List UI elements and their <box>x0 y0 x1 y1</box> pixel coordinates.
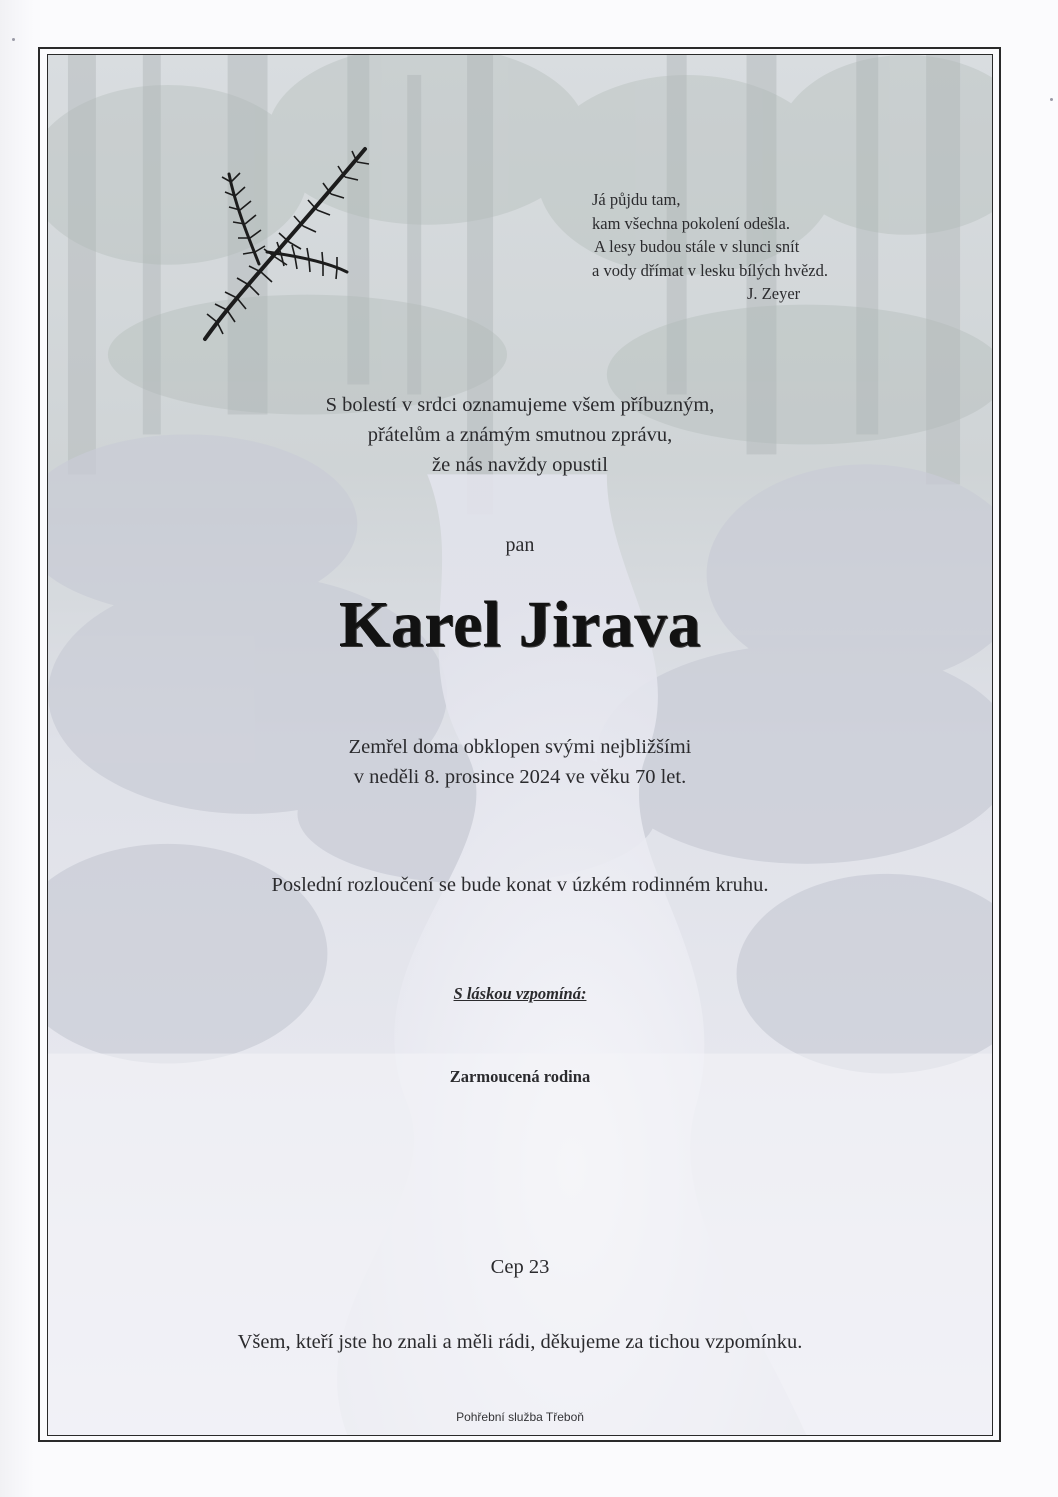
honorific: pan <box>505 534 535 556</box>
scan-speck <box>12 38 15 41</box>
remembers-label: S láskou vzpomíná: <box>453 984 587 1003</box>
poem-line: Já půjdu tam, <box>592 190 681 209</box>
poem-line: a vody dřímat v lesku bílých hvězd. <box>592 260 828 280</box>
intro-line: přátelům a známým smutnou zprávu, <box>367 424 673 446</box>
funeral-service-footer: Pohřební služba Třeboň <box>456 1410 584 1424</box>
poem-author: J. Zeyer <box>747 284 801 303</box>
scan-edge <box>0 0 34 1497</box>
intro-line: S bolestí v srdci oznamujeme všem příbuzným, <box>325 394 715 416</box>
pine-branch-icon <box>197 144 377 344</box>
deceased-name: Karel Jirava <box>338 588 702 661</box>
thanks-note: Všem, kteří jste ho znali a měli rádi, děkujeme za tichou vzpomínku. <box>237 1331 803 1353</box>
family-signature: Zarmoucená rodina <box>449 1067 591 1086</box>
poem-line: A lesy budou stále v slunci snít <box>594 237 800 256</box>
death-details <box>47 732 993 792</box>
death-line: Zemřel doma obklopen svými nejbližšími <box>348 736 692 758</box>
scan-speck <box>1050 98 1053 101</box>
intro-line: že nás navždy opustil <box>432 454 608 476</box>
poem-line: kam všechna pokolení odešla. <box>592 213 790 233</box>
address: Cep 23 <box>490 1256 550 1278</box>
announcement-intro <box>47 390 993 480</box>
farewell-notice: Poslední rozloučení se bude konat v úzkém rodinném kruhu. <box>271 874 769 896</box>
death-line: v neděli 8. prosince 2024 ve věku 70 let. <box>353 766 687 788</box>
poem-quote <box>592 188 932 306</box>
obituary-content <box>47 54 993 1436</box>
